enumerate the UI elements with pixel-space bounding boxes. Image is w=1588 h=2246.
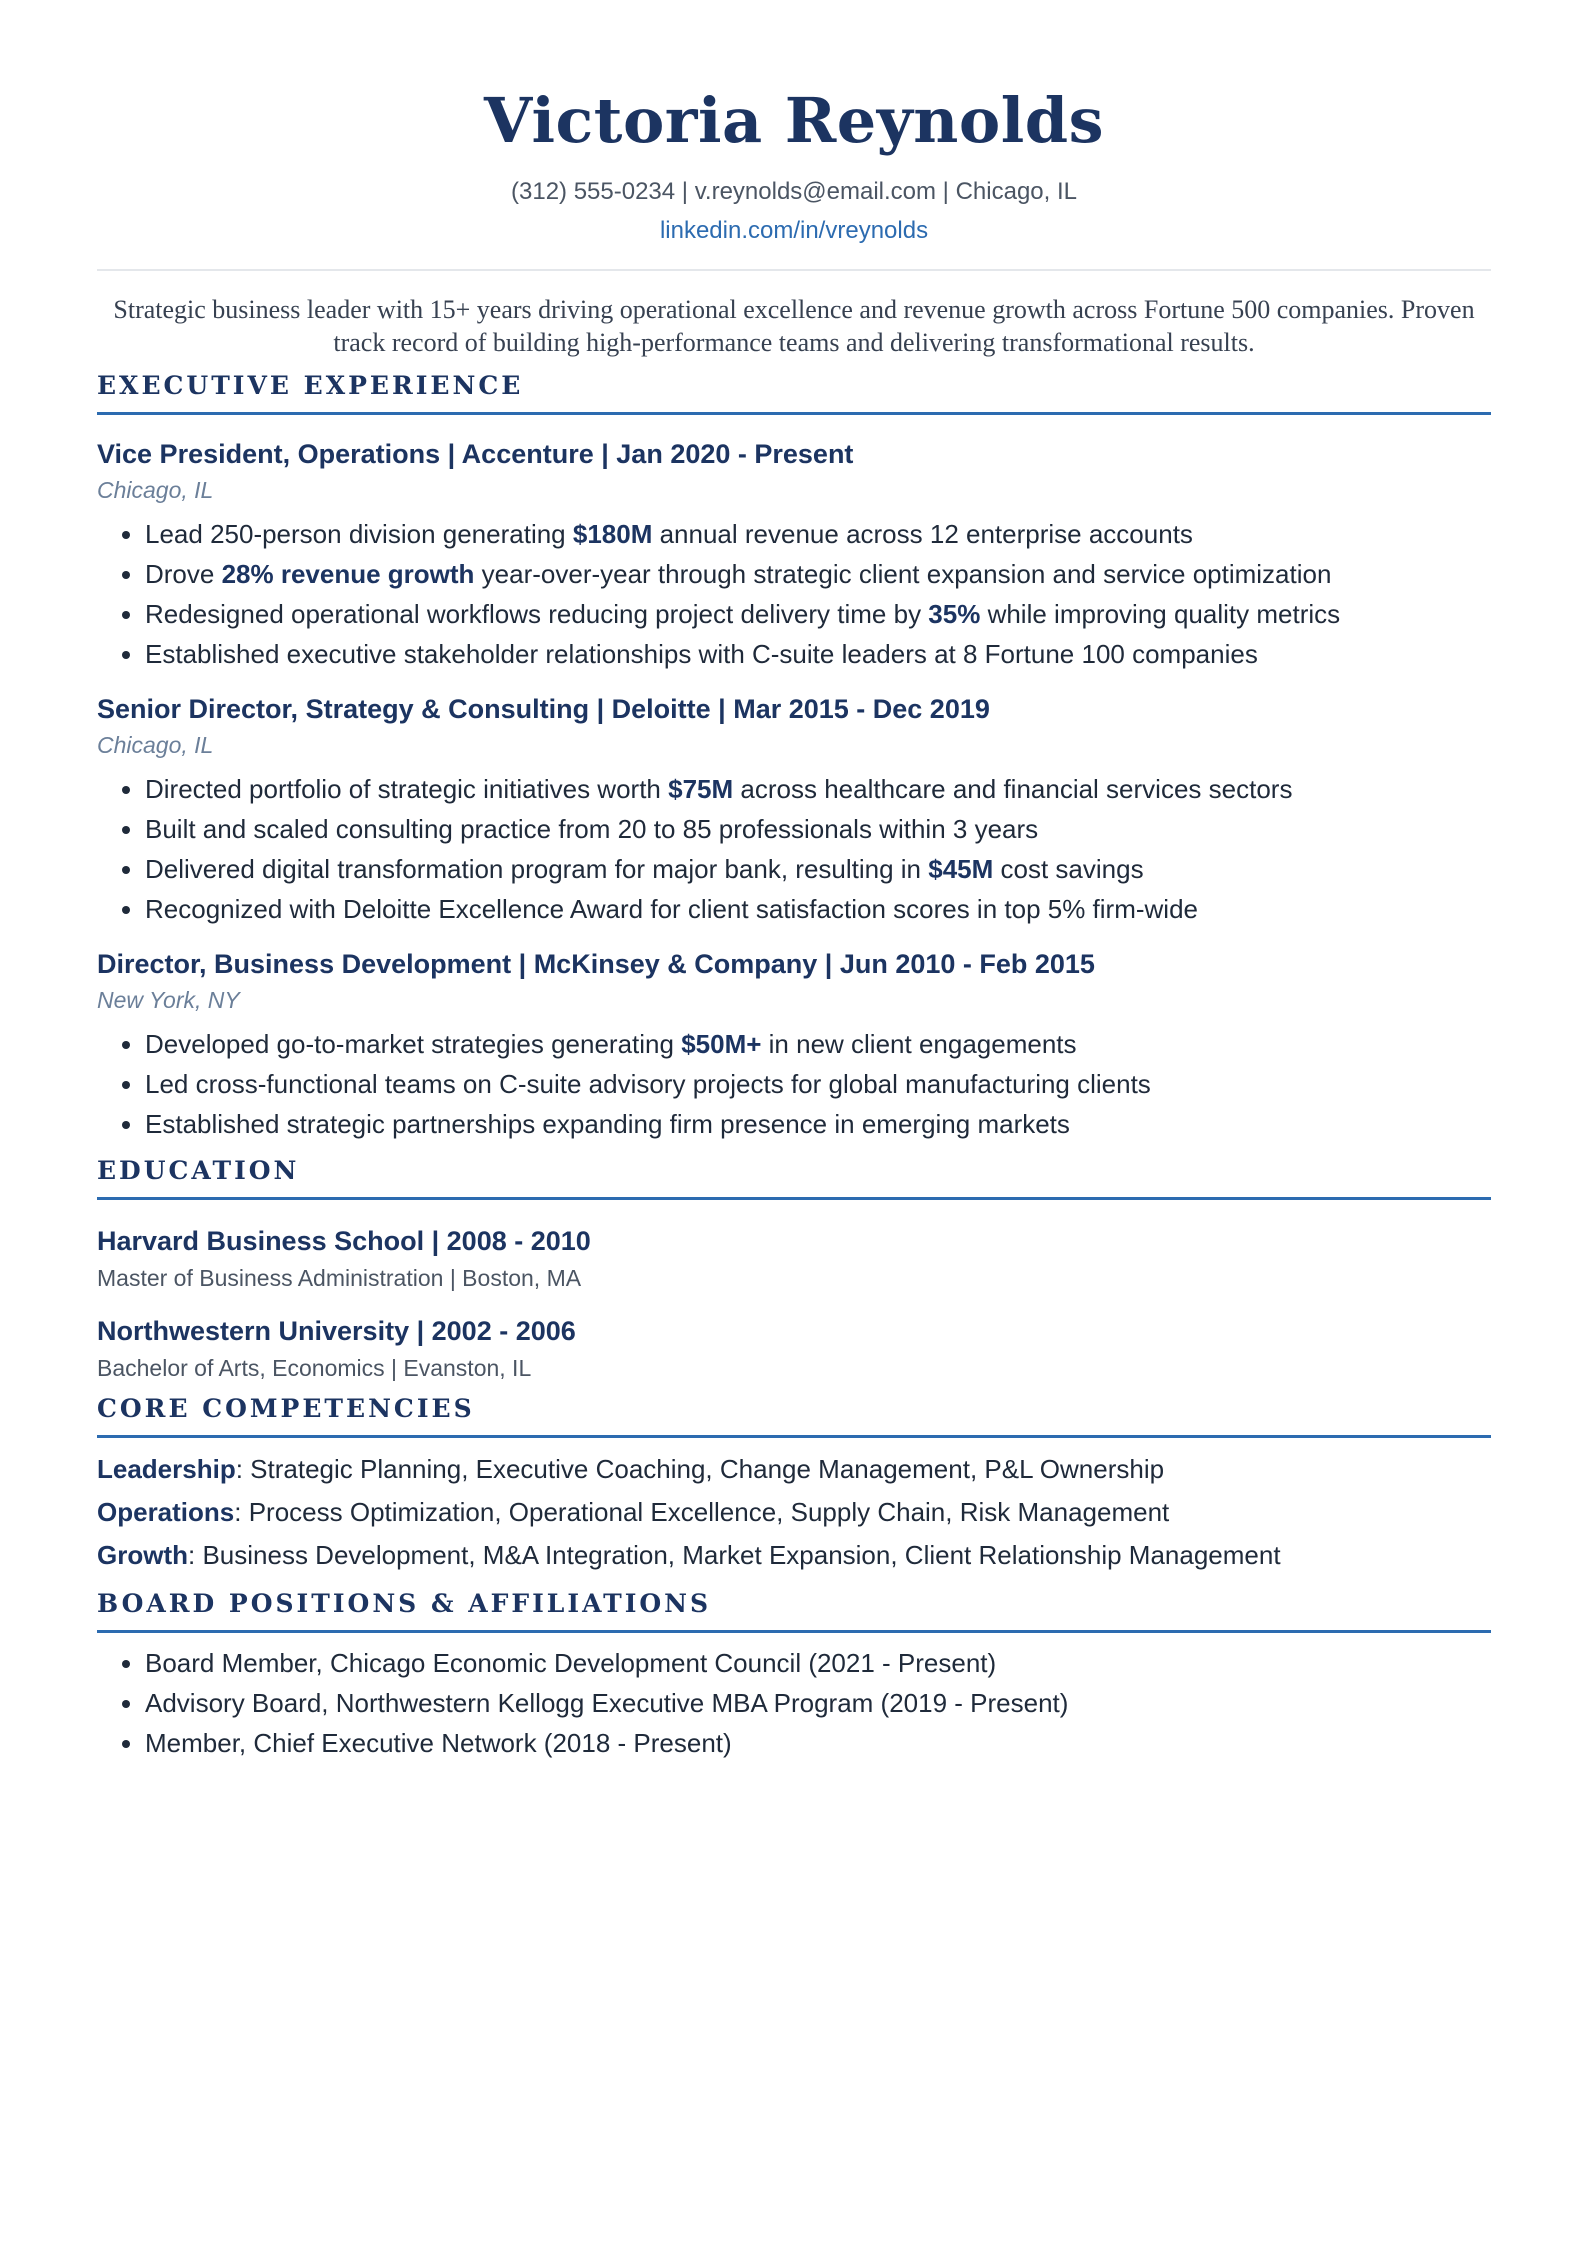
job-location: Chicago, IL [97, 477, 214, 503]
job-title: Senior Director, Strategy & Consulting | Deloitte | Mar 2015 - Dec 2019 [97, 694, 990, 724]
job-entry [97, 694, 1491, 929]
board-item: • Board Member, Chicago Economic Development Council (2021 - Present) [145, 1643, 1491, 1683]
bullet-item: • Recognized with Deloitte Excellence Award for client satisfaction scores in top 5% firm-wide [145, 889, 1491, 929]
job-entry [97, 439, 1491, 674]
section-rule [97, 412, 1491, 415]
competencies-section [97, 1394, 1491, 1577]
board-item: • Advisory Board, Northwestern Kellogg Executive MBA Program (2019 - Present) [145, 1683, 1491, 1723]
bullet-item: • Lead 250-person division generating $180M annual revenue across 12 enterprise accounts [145, 514, 1491, 554]
job-bullets [97, 514, 1491, 674]
job-bullets [97, 1024, 1491, 1144]
job-title: Vice President, Operations | Accenture | Jan 2020 - Present [97, 439, 854, 469]
education-entry [97, 1226, 1491, 1292]
competency-row: Growth: Business Development, M&A Integration, Market Expansion, Client Relationship Management [97, 1540, 1281, 1570]
bullet-item: • Redesigned operational workflows reducing project delivery time by 35% while improving quality metrics [145, 594, 1491, 634]
board-list [97, 1643, 1491, 1763]
job-location: New York, NY [97, 987, 240, 1013]
section-title-competencies: CORE COMPETENCIES [97, 1394, 475, 1423]
bullet-item: • Directed portfolio of strategic initiatives worth $75M across healthcare and financial services sectors [145, 769, 1491, 809]
contact-line: (312) 555-0234 | v.reynolds@email.com | Chicago, IL [511, 178, 1077, 205]
bullet-item: • Drove 28% revenue growth year-over-year through strategic client expansion and service optimization [145, 554, 1491, 594]
education-section [97, 1156, 1491, 1382]
section-title-experience: EXECUTIVE EXPERIENCE [97, 371, 524, 400]
section-rule [97, 1197, 1491, 1200]
experience-section [97, 371, 1491, 1144]
bullet-item: • Delivered digital transformation program for major bank, resulting in $45M cost savings [145, 849, 1491, 889]
bullet-item: • Led cross-functional teams on C-suite advisory projects for global manufacturing clients [145, 1064, 1491, 1104]
job-entry [97, 949, 1491, 1144]
section-title-education: EDUCATION [97, 1156, 300, 1185]
education-title: Northwestern University | 2002 - 2006 [97, 1316, 576, 1346]
section-rule [97, 1435, 1491, 1438]
education-detail: Master of Business Administration | Boston, MA [97, 1265, 582, 1291]
linkedin-link[interactable]: linkedin.com/in/vreynolds [659, 217, 929, 244]
education-entry [97, 1316, 1491, 1382]
bullet-item: • Established strategic partnerships expanding firm presence in emerging markets [145, 1104, 1491, 1144]
candidate-name: Victoria Reynolds [483, 84, 1105, 157]
job-bullets [97, 769, 1491, 929]
competency-row: Operations: Process Optimization, Operational Excellence, Supply Chain, Risk Management [97, 1497, 1170, 1527]
board-item: • Member, Chief Executive Network (2018 - Present) [145, 1723, 1491, 1763]
resume-header [97, 84, 1491, 245]
section-title-board: BOARD POSITIONS & AFFILIATIONS [97, 1589, 712, 1618]
education-detail: Bachelor of Arts, Economics | Evanston, IL [97, 1355, 532, 1381]
header-divider [97, 269, 1491, 271]
competency-row: Leadership: Strategic Planning, Executive Coaching, Change Management, P&L Ownership [97, 1454, 1165, 1484]
job-title: Director, Business Development | McKinsey & Company | Jun 2010 - Feb 2015 [97, 949, 1095, 979]
bullet-item: • Built and scaled consulting practice from 20 to 85 professionals within 3 years [145, 809, 1491, 849]
education-title: Harvard Business School | 2008 - 2010 [97, 1226, 591, 1256]
section-rule [97, 1630, 1491, 1633]
bullet-item: • Established executive stakeholder relationships with C-suite leaders at 8 Fortune 100 companies [145, 634, 1491, 674]
professional-summary: Strategic business leader with 15+ years driving operational excellence and revenue growth across Fortune 500 companies. Proven track record of building high-performance teams and delivering transformational results. [113, 295, 1475, 357]
job-location: Chicago, IL [97, 732, 214, 758]
bullet-item: • Developed go-to-market strategies generating $50M+ in new client engagements [145, 1024, 1491, 1064]
competency-list [97, 1448, 1491, 1577]
board-section [97, 1589, 1491, 1763]
